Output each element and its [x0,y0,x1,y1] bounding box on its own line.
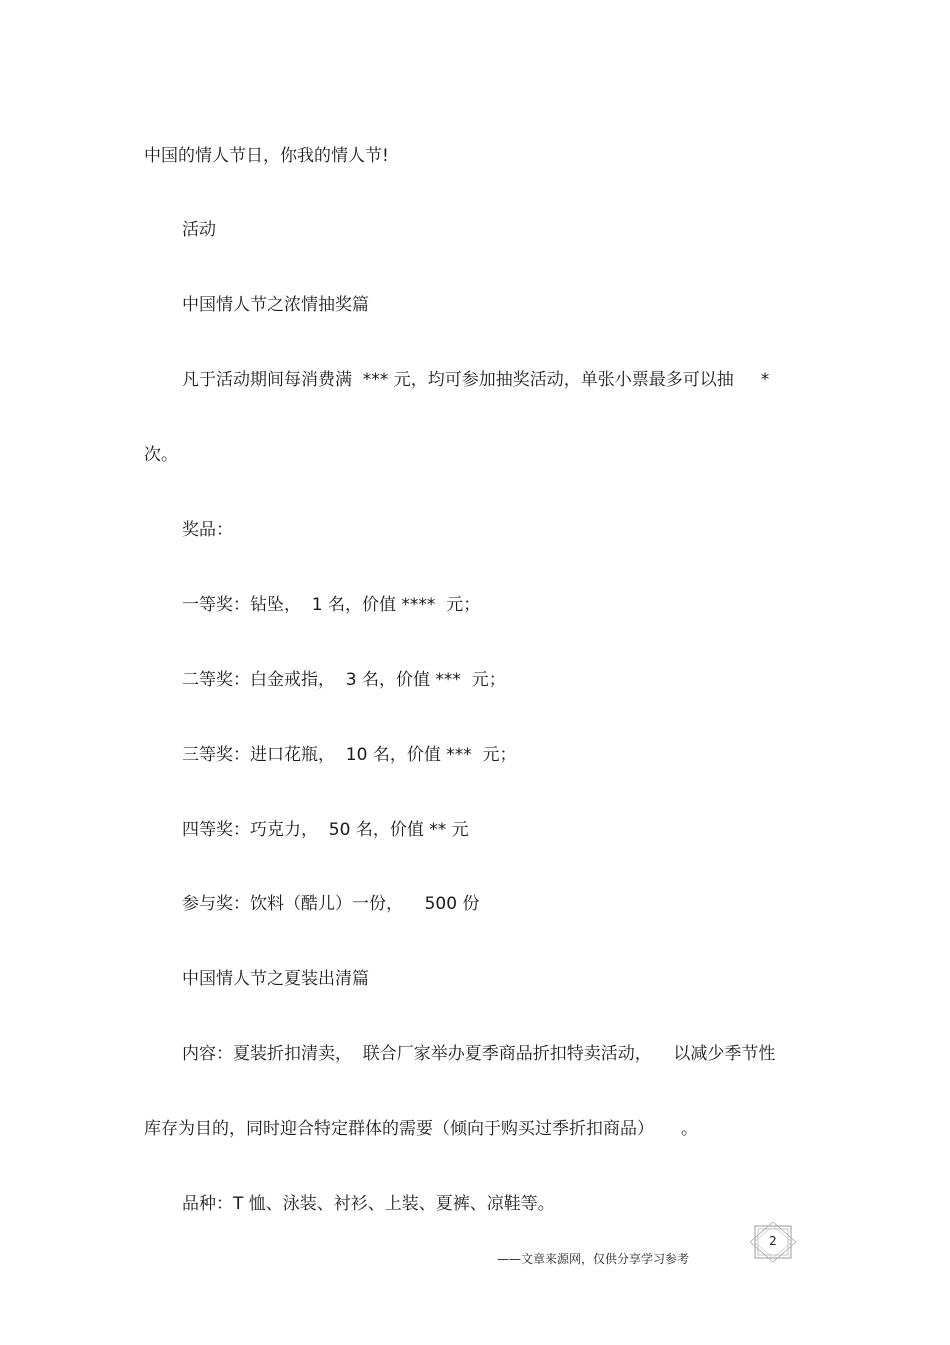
section-heading-lottery: 中国情人节之浓情抽奖篇 [182,295,369,315]
page-number: 2 [769,1234,777,1248]
paragraph-line-5: 次。 [144,445,178,465]
paragraph-line-4: 凡于活动期间每消费满 *** 元，均可参加抽奖活动，单张小票最多可以抽 * [182,370,770,390]
section-heading-summer: 中国情人节之夏装出清篇 [182,969,369,989]
prize-first: 一等奖：钻坠， 1 名，价值 **** 元； [182,595,481,615]
prize-third: 三等奖：进口花瓶， 10 名，价值 *** 元； [182,745,517,765]
paragraph-line-2: 活动 [182,220,216,240]
paragraph-line-15: 品种：T 恤、泳装、衬衫、上装、夏裤、凉鞋等。 [182,1194,555,1214]
prize-participation: 参与奖：饮料（酷儿）一份， 500 份 [182,894,480,914]
page-number-badge [750,1222,796,1262]
paragraph-line-14: 库存为目的，同时迎合特定群体的需要（倾向于购买过季折扣商品） 。 [144,1119,699,1139]
footer-source-note: ——文章来源网，仅供分享学习参考 [497,1252,690,1266]
prize-fourth: 四等奖：巧克力， 50 名，价值 ** 元 [182,820,469,840]
paragraph-line-1: 中国的情人节日，你我的情人节! [144,146,389,166]
paragraph-line-13: 内容：夏装折扣清卖， 联合厂家举办夏季商品折扣特卖活动， 以减少季节性 [182,1044,776,1064]
prize-second: 二等奖：白金戒指， 3 名，价值 *** 元； [182,670,506,690]
prizes-heading: 奖品： [182,520,233,540]
